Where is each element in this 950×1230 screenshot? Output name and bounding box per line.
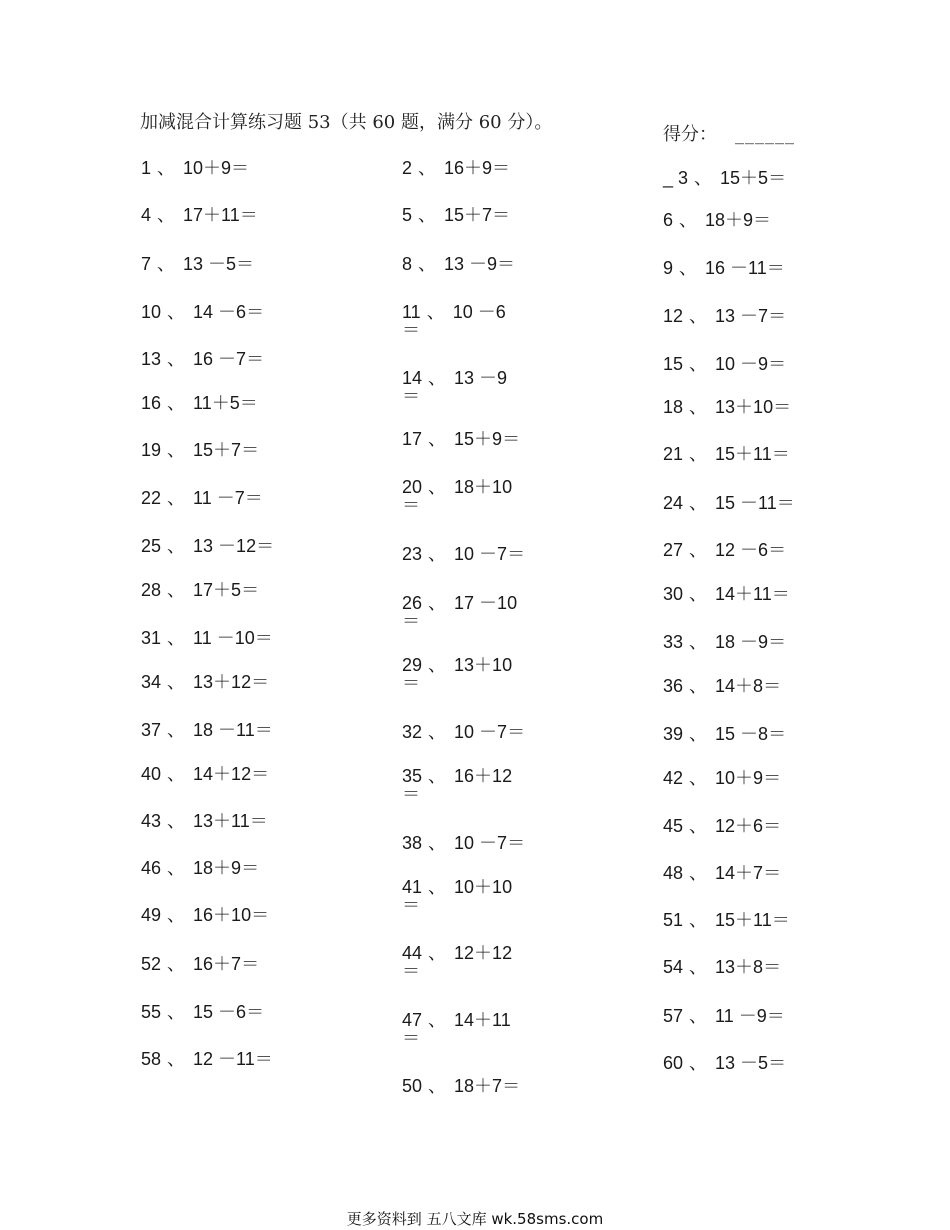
problem-number: 50	[402, 1076, 423, 1096]
problem-item	[663, 863, 781, 883]
problem-separator: 、	[418, 158, 437, 178]
problem-item	[663, 258, 785, 278]
problem-separator: 、	[428, 943, 447, 963]
problem-separator: 、	[167, 440, 186, 460]
problem-expression: 14＋8＝	[715, 676, 782, 696]
problem-item	[141, 158, 249, 178]
problem-item	[141, 672, 269, 692]
problem-expression: 14＋11	[454, 1010, 511, 1030]
problem-expression: 12＋12	[454, 943, 513, 963]
problem-expression: 15 －11＝	[715, 493, 795, 513]
problem-expression: 10 －6	[452, 302, 506, 322]
problem-item	[663, 306, 786, 326]
problem-number: 58	[141, 1049, 162, 1069]
problem-number: 31	[141, 628, 162, 648]
problem-expression: 11＋5＝	[193, 393, 258, 413]
problem-item	[141, 393, 258, 413]
problem-number: 60	[663, 1053, 684, 1073]
problem-separator: 、	[167, 349, 186, 369]
problem-expression: 16＋12	[454, 766, 513, 786]
problem-number: 41	[402, 877, 423, 897]
worksheet-title: 加减混合计算练习题 53（共 60 题，满分 60 分）。	[140, 112, 553, 133]
problem-number: 4	[141, 205, 152, 225]
problem-number: 22	[141, 488, 162, 508]
problem-separator: 、	[157, 205, 176, 225]
problem-separator: 、	[689, 1006, 708, 1026]
problem-separator: 、	[167, 536, 186, 556]
problem-separator: 、	[689, 632, 708, 652]
problem-number: 33	[663, 632, 684, 652]
problem-number: 9	[663, 258, 674, 278]
problem-separator: 、	[689, 910, 708, 930]
problem-separator: 、	[679, 210, 698, 230]
problem-expression: 10 －7＝	[454, 544, 526, 564]
problem-separator: 、	[689, 354, 708, 374]
problem-item	[402, 833, 525, 853]
problem-number: 44	[402, 943, 423, 963]
score-blank: ______	[735, 124, 795, 145]
problem-separator: 、	[689, 768, 708, 788]
problem-expression: 18＋10	[454, 477, 513, 497]
problem-item	[663, 444, 790, 464]
problem-number: 23	[402, 544, 423, 564]
problem-separator: 、	[167, 580, 186, 600]
problem-item	[663, 676, 781, 696]
problem-separator: 、	[167, 720, 186, 740]
problem-item	[402, 205, 510, 225]
problem-expression: 18＋9＝	[193, 858, 260, 878]
problem-expression: 15＋11＝	[715, 910, 790, 930]
problem-number: 42	[663, 768, 684, 788]
problem-separator: 、	[428, 477, 447, 497]
problem-separator: 、	[428, 722, 447, 742]
problem-item	[141, 205, 258, 225]
score-area	[663, 120, 795, 146]
problem-item	[141, 1049, 273, 1069]
problem-item	[141, 488, 263, 508]
problem-number: 24	[663, 493, 684, 513]
problem-number: 46	[141, 858, 162, 878]
problem-expression: 15＋11＝	[715, 444, 790, 464]
problem-separator: 、	[694, 168, 713, 188]
problem-expression: 13 －5＝	[715, 1053, 787, 1073]
footer-watermark: 更多资料到 五八文库 wk.58sms.com	[346, 1210, 604, 1228]
problem-expression: 13＋12＝	[193, 672, 270, 692]
problem-item	[402, 368, 507, 404]
problem-separator: 、	[167, 1049, 186, 1069]
score-label: 得分：	[663, 124, 717, 145]
problem-expression: 16＋9＝	[444, 158, 511, 178]
problem-item	[402, 766, 512, 802]
problem-item	[663, 540, 786, 560]
problem-item	[402, 158, 510, 178]
problem-separator: 、	[689, 584, 708, 604]
problem-expression: 16 －7＝	[193, 349, 265, 369]
problem-number: 45	[663, 816, 684, 836]
problem-separator: 、	[428, 544, 447, 564]
problem-number: 14	[402, 368, 423, 388]
problem-number: 54	[663, 957, 684, 977]
problem-item	[141, 720, 273, 740]
problem-number: 25	[141, 536, 162, 556]
problem-item	[402, 943, 512, 979]
problem-expression: 10 －9＝	[715, 354, 787, 374]
problem-item	[663, 632, 786, 652]
problem-number: 7	[141, 254, 152, 274]
problem-number: 47	[402, 1010, 423, 1030]
problem-number: 32	[402, 722, 423, 742]
problem-number: 16	[141, 393, 162, 413]
problem-expression: 11 －10＝	[193, 628, 273, 648]
problem-separator: 、	[167, 628, 186, 648]
problem-separator: 、	[167, 1002, 186, 1022]
problem-expression: 15＋7＝	[193, 440, 260, 460]
problem-item	[663, 354, 786, 374]
problem-item	[141, 905, 269, 925]
problem-equals-wrapped: ＝	[402, 673, 420, 693]
problem-separator: 、	[167, 393, 186, 413]
problem-number: 29	[402, 655, 423, 675]
problem-expression: 10＋10	[454, 877, 513, 897]
problem-separator: 、	[428, 1010, 447, 1030]
problem-number: 35	[402, 766, 423, 786]
problem-expression: 15＋9＝	[454, 429, 521, 449]
problem-equals-wrapped: ＝	[402, 895, 420, 915]
problem-expression: 12 －6＝	[715, 540, 787, 560]
problem-item	[141, 302, 264, 322]
problem-number: 11	[402, 302, 421, 322]
problem-equals-wrapped: ＝	[402, 611, 420, 631]
problem-expression: 16＋7＝	[193, 954, 260, 974]
problem-expression: 15＋5＝	[720, 168, 787, 188]
problem-number: 17	[402, 429, 423, 449]
problem-number: 21	[663, 444, 684, 464]
problem-expression: 14 －6＝	[193, 302, 265, 322]
problem-item	[141, 1002, 264, 1022]
problem-number: _ 3	[663, 168, 689, 188]
problem-separator: 、	[428, 368, 447, 388]
problem-number: 26	[402, 593, 423, 613]
problem-expression: 10 －7＝	[454, 833, 526, 853]
problem-number: 30	[663, 584, 684, 604]
problem-separator: 、	[689, 1053, 708, 1073]
problem-expression: 13 －7＝	[715, 306, 787, 326]
problem-item	[141, 954, 259, 974]
problem-item	[141, 811, 268, 831]
problem-expression: 14＋7＝	[715, 863, 782, 883]
problem-separator: 、	[689, 863, 708, 883]
problem-number: 34	[141, 672, 162, 692]
problem-expression: 14＋11＝	[715, 584, 790, 604]
problem-separator: 、	[428, 655, 447, 675]
problem-equals-wrapped: ＝	[402, 784, 420, 804]
problem-item	[663, 584, 790, 604]
problem-separator: 、	[689, 306, 708, 326]
problem-expression: 13 －12＝	[193, 536, 275, 556]
problem-equals-wrapped: ＝	[402, 1028, 420, 1048]
problem-number: 2	[402, 158, 413, 178]
problem-equals-wrapped: ＝	[402, 961, 420, 981]
problem-separator: 、	[167, 302, 186, 322]
problem-separator: 、	[428, 766, 447, 786]
problem-item	[663, 768, 781, 788]
problem-item	[663, 210, 771, 230]
problem-separator: 、	[689, 540, 708, 560]
problem-expression: 11 －9＝	[715, 1006, 785, 1026]
problem-item	[141, 764, 269, 784]
problem-expression: 12 －11＝	[193, 1049, 273, 1069]
problem-expression: 18＋7＝	[454, 1076, 521, 1096]
problem-separator: 、	[418, 254, 437, 274]
problem-separator: 、	[689, 397, 708, 417]
problem-item	[402, 544, 525, 564]
problem-item	[402, 254, 515, 274]
problem-separator: 、	[157, 158, 176, 178]
problem-number: 15	[663, 354, 684, 374]
problem-number: 51	[663, 910, 684, 930]
problem-separator: 、	[167, 954, 186, 974]
problem-separator: 、	[689, 724, 708, 744]
problem-separator: 、	[428, 429, 447, 449]
problem-item	[141, 254, 254, 274]
problem-separator: 、	[167, 858, 186, 878]
problem-number: 49	[141, 905, 162, 925]
problem-expression: 13＋10＝	[715, 397, 792, 417]
problem-number: 8	[402, 254, 413, 274]
problem-expression: 13＋10	[454, 655, 513, 675]
problem-item	[663, 957, 781, 977]
problem-item	[663, 910, 790, 930]
problem-expression: 14＋12＝	[193, 764, 270, 784]
problem-separator: 、	[167, 764, 186, 784]
problem-expression: 11 －7＝	[193, 488, 263, 508]
problem-expression: 17＋5＝	[193, 580, 260, 600]
problem-item	[402, 722, 525, 742]
problem-separator: 、	[418, 205, 437, 225]
problem-item	[663, 724, 786, 744]
problem-expression: 17＋11＝	[183, 205, 258, 225]
problem-number: 1	[141, 158, 152, 178]
problem-expression: 15 －8＝	[715, 724, 787, 744]
problem-number: 39	[663, 724, 684, 744]
problem-number: 6	[663, 210, 674, 230]
problem-separator: 、	[689, 493, 708, 513]
problem-item	[663, 397, 791, 417]
problem-item	[663, 168, 786, 188]
problem-expression: 10＋9＝	[715, 768, 782, 788]
problem-expression: 13 －9＝	[444, 254, 516, 274]
problem-number: 13	[141, 349, 162, 369]
problem-separator: 、	[689, 957, 708, 977]
problem-equals-wrapped: ＝	[402, 495, 420, 515]
problem-number: 40	[141, 764, 162, 784]
problem-expression: 18 －9＝	[715, 632, 787, 652]
problem-expression: 12＋6＝	[715, 816, 782, 836]
problem-item	[663, 1006, 785, 1026]
problem-item	[402, 877, 512, 913]
problem-item	[402, 429, 520, 449]
problem-item	[402, 477, 512, 513]
problem-item	[141, 349, 264, 369]
problem-expression: 10＋9＝	[183, 158, 250, 178]
problem-item	[663, 493, 795, 513]
problem-item	[402, 655, 512, 691]
problem-separator: 、	[689, 816, 708, 836]
problem-number: 10	[141, 302, 162, 322]
problem-number: 57	[663, 1006, 684, 1026]
problem-expression: 17 －10	[454, 593, 518, 613]
problem-number: 38	[402, 833, 423, 853]
problem-item	[402, 1076, 520, 1096]
problem-separator: 、	[428, 1076, 447, 1096]
problem-item	[141, 628, 273, 648]
problem-expression: 13＋11＝	[193, 811, 268, 831]
problem-expression: 15＋7＝	[444, 205, 511, 225]
problem-number: 18	[663, 397, 684, 417]
problem-number: 48	[663, 863, 684, 883]
problem-separator: 、	[679, 258, 698, 278]
problem-item	[141, 580, 259, 600]
problem-expression: 13＋8＝	[715, 957, 782, 977]
problem-number: 5	[402, 205, 413, 225]
problem-item	[141, 440, 259, 460]
problem-item	[402, 593, 517, 629]
problem-number: 43	[141, 811, 162, 831]
problem-number: 28	[141, 580, 162, 600]
problem-separator: 、	[167, 811, 186, 831]
problem-separator: 、	[167, 905, 186, 925]
problem-equals-wrapped: ＝	[402, 386, 420, 406]
problem-item	[141, 536, 274, 556]
problem-expression: 10 －7＝	[454, 722, 526, 742]
problem-expression: 18＋9＝	[705, 210, 772, 230]
problem-item	[663, 816, 781, 836]
problem-number: 55	[141, 1002, 162, 1022]
problem-number: 12	[663, 306, 684, 326]
problem-separator: 、	[689, 444, 708, 464]
problem-number: 19	[141, 440, 162, 460]
problem-number: 20	[402, 477, 423, 497]
problem-item	[141, 858, 259, 878]
problem-expression: 13 －9	[454, 368, 508, 388]
problem-expression: 18 －11＝	[193, 720, 273, 740]
problem-expression: 13 －5＝	[183, 254, 255, 274]
problem-separator: 、	[167, 672, 186, 692]
problem-expression: 16 －11＝	[705, 258, 785, 278]
problem-separator: 、	[167, 488, 186, 508]
problem-number: 37	[141, 720, 162, 740]
problem-item	[402, 1010, 511, 1046]
problem-number: 52	[141, 954, 162, 974]
problem-separator: 、	[428, 593, 447, 613]
problem-item	[663, 1053, 786, 1073]
problem-separator: 、	[157, 254, 176, 274]
problem-expression: 15 －6＝	[193, 1002, 265, 1022]
problem-equals-wrapped: ＝	[402, 320, 420, 340]
problem-separator: 、	[428, 833, 447, 853]
problem-number: 36	[663, 676, 684, 696]
problem-separator: 、	[426, 302, 445, 322]
problem-item	[402, 302, 506, 338]
problem-separator: 、	[689, 676, 708, 696]
problem-separator: 、	[428, 877, 447, 897]
problem-expression: 16＋10＝	[193, 905, 270, 925]
problem-number: 27	[663, 540, 684, 560]
